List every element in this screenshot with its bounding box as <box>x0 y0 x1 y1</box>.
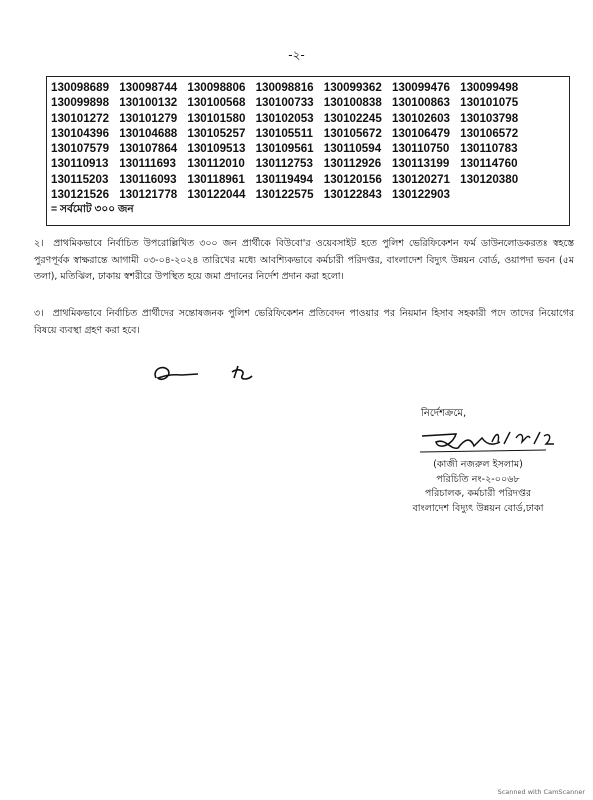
signatory-block <box>388 458 568 516</box>
scanner-watermark: Scanned with CamScanner <box>497 788 585 796</box>
paragraph-text: প্রাথমিকভাবে নির্বাচিত উপরোল্লিখিত ৩০০ জন প্রার্থীকে বিউবো'র ওয়েবসাইট হতে পুলিশ ভেরিফিকেশন ফর্ম ডাউনলোডকরতঃ স্বহস্তে পুরণপূর্বক স্বাক্ষরান্তে আগামী ০৩-০৪-২০২৪ তারিখের মধ্যে আবশ্যিকভাবে কর্মচারী পরিদপ্তর, বাংলাদেশ বিদ্যুৎ উন্নয়ন বোর্ড, ওয়াপদা ভবন (৫ম তলা), মতিঝিল, ঢাকায় স্বশরীরে উপস্থিত হয়ে জমা প্রদানের নির্দেশ প্রদান করা হলো। <box>34 238 574 282</box>
roll-number: 130110913 <box>51 157 109 171</box>
roll-number: 130114760 <box>460 157 518 171</box>
paragraph-text: প্রাথমিকভাবে নির্বাচিত প্রার্থীদের সন্তোষজনক পুলিশ ভেরিফিকেশন প্রতিবেদন পাওয়ার পর নিয়মান হিসাব সহকারী পদে তাদের নিয়োগের বিষয়ে ব্যবস্থা গ্রহণ করা হবে। <box>34 308 574 336</box>
roll-number: 130100863 <box>391 96 450 110</box>
roll-number: 130098689 <box>51 81 110 94</box>
roll-number: 130105257 <box>187 126 246 140</box>
roll-number: 130110750 <box>391 142 450 156</box>
roll-number: 130102603 <box>391 111 450 125</box>
roll-number: 130115203 <box>51 172 109 186</box>
roll-number: 130102053 <box>255 111 314 125</box>
roll-number: 130106572 <box>460 126 519 140</box>
roll-number: 130106479 <box>391 126 450 140</box>
roll-row <box>51 156 569 171</box>
roll-number: 130122044 <box>187 188 246 202</box>
roll-number: 130111693 <box>119 157 176 171</box>
signature-date-handwritten <box>488 428 558 448</box>
roll-number: 130118961 <box>187 172 245 186</box>
roll-number: 130119494 <box>255 172 313 186</box>
roll-number: 130098744 <box>119 81 178 94</box>
page-number: -২- <box>288 48 305 62</box>
roll-row <box>51 80 569 95</box>
roll-number: 130110594 <box>323 142 382 156</box>
roll-number: 130099362 <box>323 81 382 94</box>
roll-number: 130112926 <box>323 157 382 171</box>
paragraph-3 <box>34 306 574 339</box>
roll-row <box>51 172 569 187</box>
roll-number: 130112010 <box>187 157 245 171</box>
roll-number: 130116093 <box>119 172 177 186</box>
roll-number: 130121778 <box>119 188 178 202</box>
roll-number: 130110783 <box>460 142 518 156</box>
signatory-organization: বাংলাদেশ বিদ্যুৎ উন্নয়ন বোর্ড,ঢাকা <box>412 502 544 514</box>
signatory-name: (কাজী নজরুল ইসলাম) <box>433 459 523 470</box>
roll-number: 130122575 <box>255 188 314 202</box>
roll-number: 130113199 <box>391 157 450 171</box>
roll-number: 130098806 <box>187 81 246 94</box>
roll-number: 130105672 <box>323 126 382 140</box>
paragraph-number: ২। <box>34 238 44 249</box>
roll-number: 130101075 <box>460 96 519 110</box>
paragraph-number: ৩। <box>34 308 44 319</box>
roll-number: 130099898 <box>51 96 110 110</box>
paragraph-2 <box>34 236 574 286</box>
roll-number: 130100733 <box>255 96 314 110</box>
roll-row <box>51 111 569 126</box>
roll-rows <box>51 80 569 202</box>
roll-number: 130102245 <box>323 111 382 125</box>
roll-row <box>51 141 569 156</box>
roll-number: 130100568 <box>187 96 246 110</box>
roll-number: 130098816 <box>255 81 314 94</box>
roll-number: 130122843 <box>323 188 382 202</box>
roll-number: 130101279 <box>119 111 178 125</box>
roll-row <box>51 187 569 202</box>
signatory-id: পরিচিতি নং-২-০০৬৮ <box>436 473 520 485</box>
roll-number: 130100838 <box>323 96 382 110</box>
roll-number: 130107864 <box>119 142 178 156</box>
roll-row <box>51 95 569 110</box>
roll-number: 130120380 <box>460 172 519 186</box>
roll-number: 130104396 <box>51 126 110 140</box>
roll-row <box>51 126 569 141</box>
roll-number: 130101580 <box>187 111 246 125</box>
roll-number: 130101272 <box>51 111 110 125</box>
roll-number: 130120271 <box>391 172 450 186</box>
roll-number: 130120156 <box>323 172 382 186</box>
roll-number: 130109513 <box>187 142 246 156</box>
roll-number: 130099476 <box>391 81 450 94</box>
roll-number: 130109561 <box>255 142 314 156</box>
roll-number: 130122903 <box>391 188 450 202</box>
roll-number: 130100132 <box>119 96 178 110</box>
roll-number: 130121526 <box>51 188 110 202</box>
initials-signature <box>148 358 268 388</box>
signatory-designation: পরিচালক, কর্মচারী পরিদপ্তর <box>424 488 532 499</box>
roll-number: 130107579 <box>51 142 110 156</box>
directive-text: নির্দেশক্রমে, <box>421 408 467 419</box>
roll-number: 130104688 <box>119 126 178 140</box>
roll-number: 130112753 <box>255 157 313 171</box>
roll-number: 130105511 <box>255 126 313 140</box>
roll-number: 130099498 <box>460 81 519 94</box>
total-count: = সর্বমোট ৩০০ জন <box>51 203 134 216</box>
roll-number-table <box>46 76 570 226</box>
roll-number: 130103798 <box>460 111 519 125</box>
